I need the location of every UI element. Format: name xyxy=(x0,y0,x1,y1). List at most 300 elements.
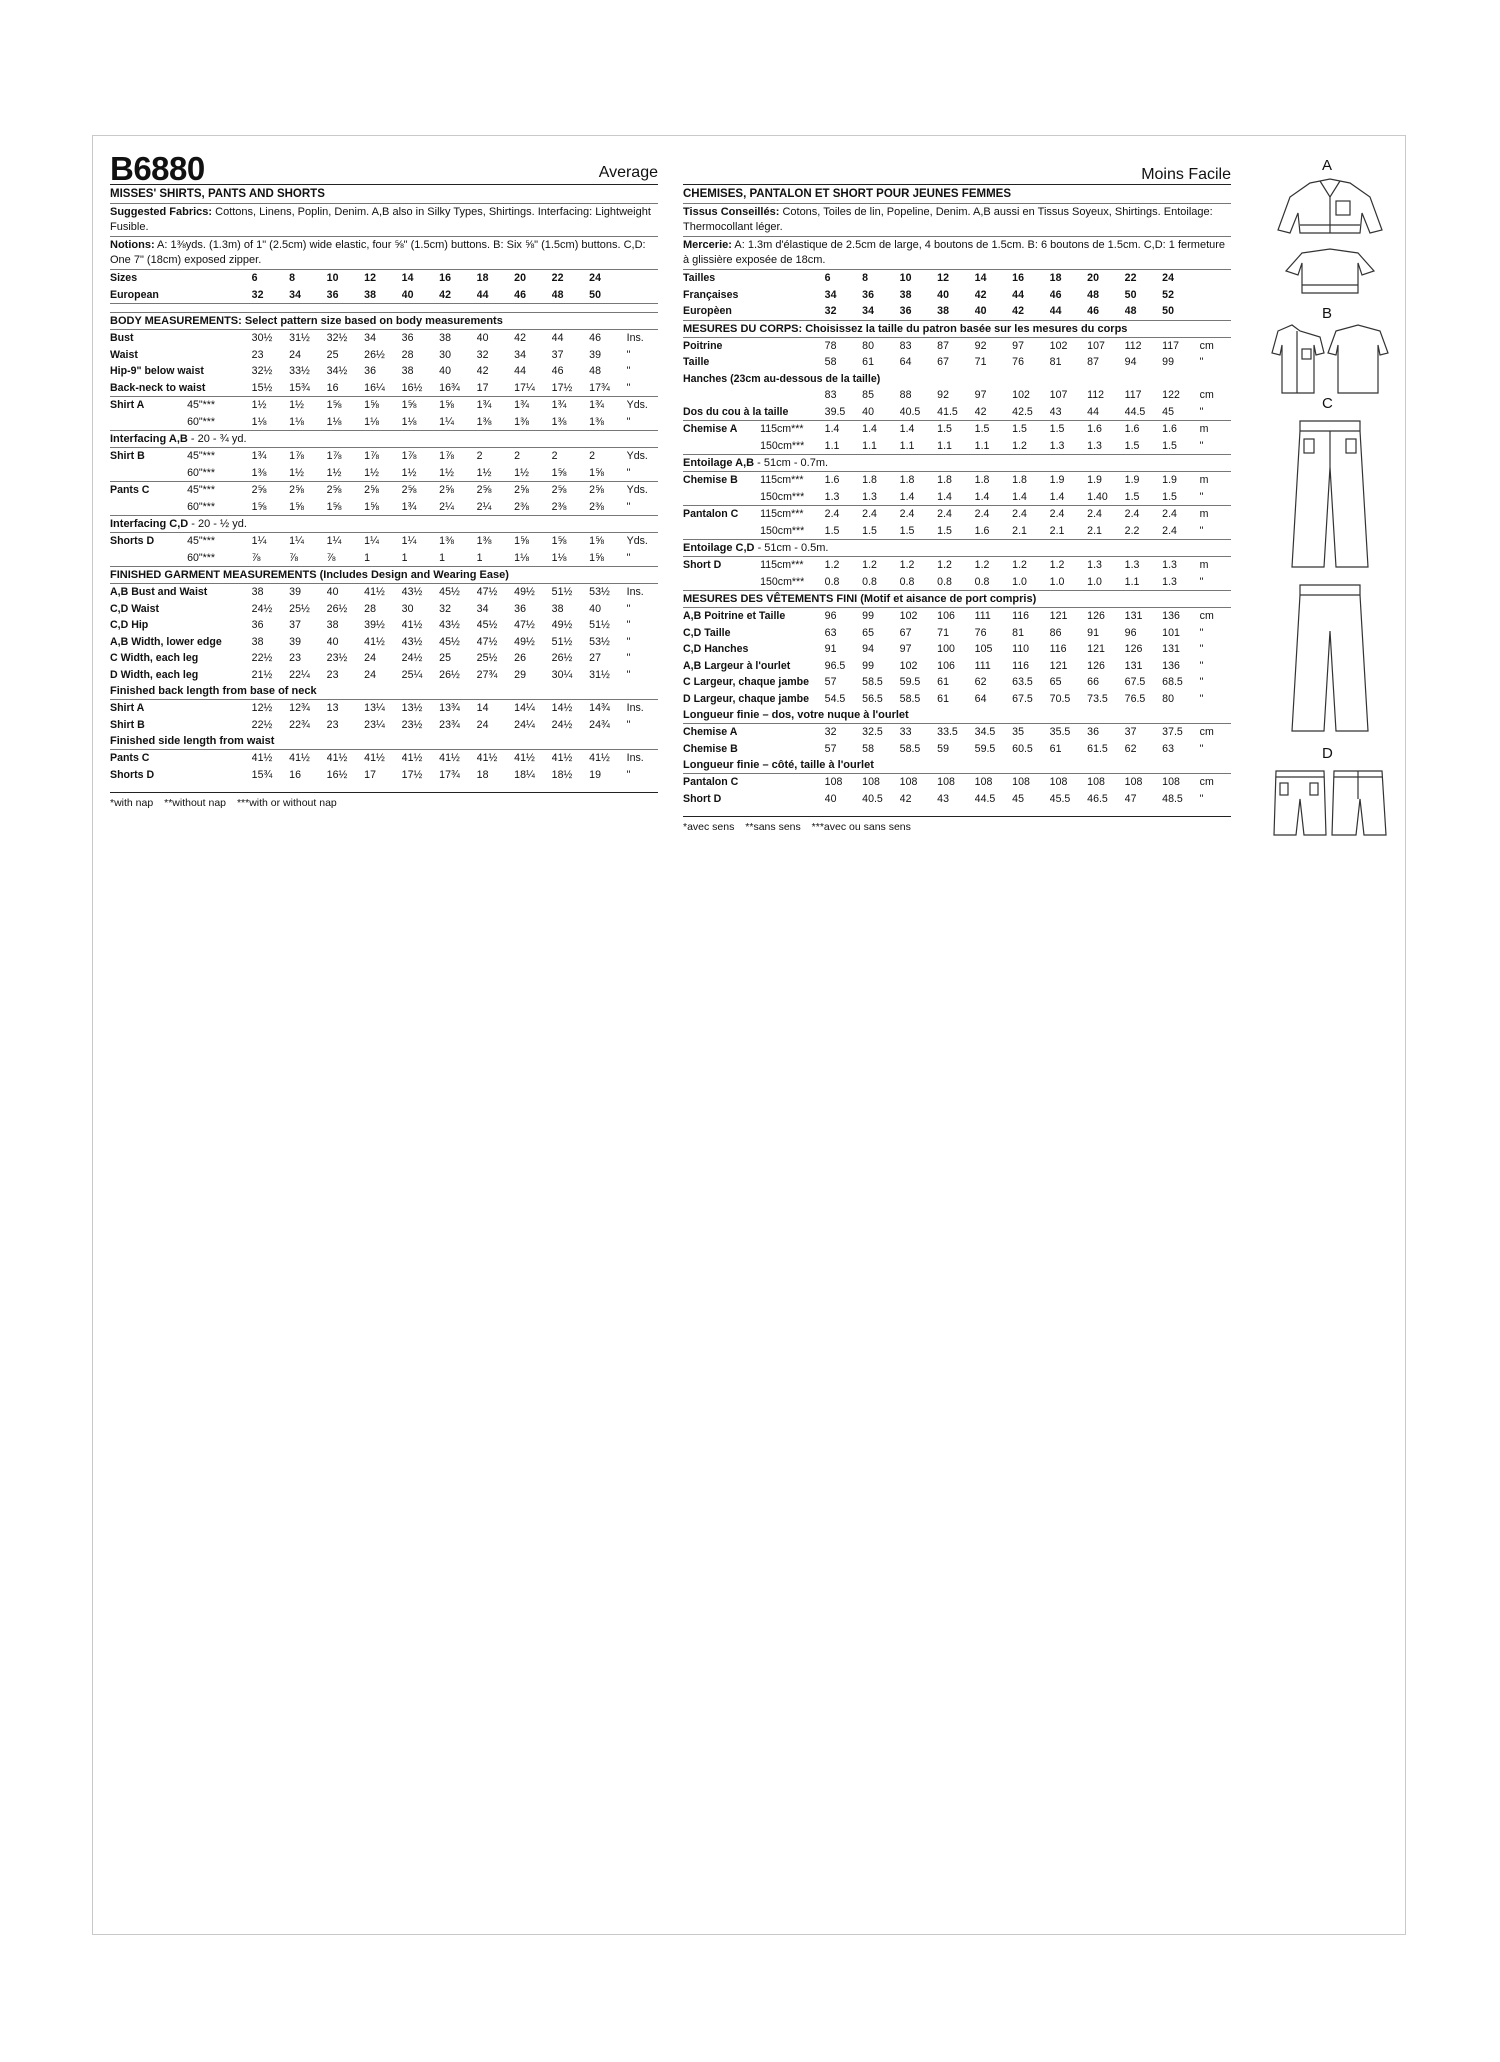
size-value: 12½ xyxy=(251,702,273,714)
size-value: 1.40 xyxy=(1087,489,1125,506)
unit: " xyxy=(1199,659,1204,672)
size-value: 71 xyxy=(937,626,949,639)
view-label-a: A xyxy=(1322,157,1333,174)
size-value: 1⅝ xyxy=(326,399,342,411)
size-value: 51½ xyxy=(551,635,573,648)
size-value: 25½ xyxy=(476,652,498,664)
row-label: Sizes xyxy=(110,272,138,284)
size-value: 83 xyxy=(899,339,912,352)
size-value: 105 xyxy=(974,643,993,655)
size-value: 1¼ xyxy=(401,535,417,547)
size-value: 16¾ xyxy=(439,380,477,397)
size-value: 40 xyxy=(937,288,949,301)
row-label: Shorts D xyxy=(110,535,155,547)
size-value: 16½ xyxy=(326,768,348,781)
back-length-table xyxy=(110,700,658,733)
size-value: 68.5 xyxy=(1162,676,1183,688)
size-value: 66 xyxy=(1087,676,1099,688)
table-row xyxy=(683,791,1231,808)
size-value: 45.5 xyxy=(1049,792,1071,805)
size-value: 41½ xyxy=(401,752,423,764)
size-value: 107 xyxy=(1087,339,1105,352)
size-value: 2.4 xyxy=(1162,523,1200,540)
size-value: 1.9 xyxy=(1162,474,1177,486)
row-label: Shirt A xyxy=(110,399,145,411)
size-value: 23¾ xyxy=(439,718,460,731)
size-value: 1.6 xyxy=(975,523,1013,540)
unit: " xyxy=(1200,523,1231,540)
size-value: 24 xyxy=(1162,272,1174,284)
pattern-code: B6880 xyxy=(110,150,205,187)
size-value: 34½ xyxy=(326,365,348,377)
table-row xyxy=(683,674,1231,691)
size-value: 83 xyxy=(824,389,837,401)
row-label: Dos du cou à la taille xyxy=(683,404,825,421)
size-value: 59.5 xyxy=(899,676,921,688)
size-value: 1⅞ xyxy=(439,450,454,462)
size-value: 1⅝ xyxy=(551,535,567,547)
size-value: 126 xyxy=(1124,643,1143,655)
size-value: 41½ xyxy=(476,752,498,764)
body-measurements-table xyxy=(110,330,658,397)
size-value: 16¼ xyxy=(364,380,402,397)
size-value: 1.9 xyxy=(1124,474,1140,486)
yardage-table xyxy=(683,421,1231,455)
size-value: 91 xyxy=(824,643,837,655)
size-value: 30 xyxy=(439,348,451,361)
size-value: 1⅛ xyxy=(402,414,440,431)
size-value: 42.5 xyxy=(1012,404,1050,421)
size-value: 38 xyxy=(251,635,264,648)
unit: Ins. xyxy=(626,702,644,714)
size-value: 49½ xyxy=(514,635,535,648)
size-value: 110 xyxy=(1012,643,1030,655)
table-row xyxy=(110,499,658,516)
size-value: 60.5 xyxy=(1012,742,1033,755)
size-value: 42 xyxy=(514,332,526,344)
side-length-title xyxy=(110,733,658,750)
size-value: 2.2 xyxy=(1125,523,1163,540)
size-value: 2⅜ xyxy=(552,499,590,516)
row-label: Short D xyxy=(683,559,722,571)
table-row xyxy=(683,523,1231,540)
size-value: 1.5 xyxy=(825,523,863,540)
unit: " xyxy=(626,768,631,781)
size-value: 43 xyxy=(937,792,949,805)
unit xyxy=(1200,303,1231,320)
size-value: 2⅝ xyxy=(289,484,304,496)
size-value: 2 xyxy=(476,450,483,462)
finished-measurements-table xyxy=(110,584,658,683)
size-value: 1¾ xyxy=(476,399,492,411)
size-value: 25 xyxy=(326,348,339,361)
size-value: 96.5 xyxy=(824,659,846,672)
size-value: 121 xyxy=(1049,610,1068,622)
size-value: 25 xyxy=(439,652,451,664)
size-value: 63.5 xyxy=(1012,676,1033,688)
size-value: 1.3 xyxy=(1050,438,1088,455)
size-value: 1⅛ xyxy=(364,414,402,431)
subhead-label: Longueur finie – dos, votre nuque à l'ourlet xyxy=(683,709,909,721)
size-value: 1.5 xyxy=(1125,438,1163,455)
size-value: 44 xyxy=(477,287,515,304)
row-label xyxy=(683,574,760,591)
fabric-width: 115cm*** xyxy=(760,508,804,520)
size-value: 33.5 xyxy=(937,726,958,738)
table-row xyxy=(683,506,1231,523)
size-value: 24½ xyxy=(551,718,573,731)
size-value: 42 xyxy=(975,404,1013,421)
size-value: 80 xyxy=(862,339,874,352)
table-row xyxy=(683,658,1231,675)
unit xyxy=(627,270,658,287)
size-value: 14 xyxy=(401,272,414,284)
table-row xyxy=(110,717,658,734)
english-header xyxy=(110,150,658,185)
size-value: 1⅞ xyxy=(289,450,304,462)
size-value: 61 xyxy=(862,356,874,368)
size-value: 1.1 xyxy=(937,438,975,455)
size-value: 1.5 xyxy=(1162,489,1200,506)
size-value: 32 xyxy=(439,602,451,615)
size-value: 1⅝ xyxy=(589,535,604,547)
size-value: 1⅞ xyxy=(364,450,379,462)
row-label: European xyxy=(110,287,252,304)
unit: " xyxy=(627,550,658,567)
size-value: 2⅜ xyxy=(589,499,627,516)
yardage-table xyxy=(110,533,658,567)
size-value: 40 xyxy=(862,404,900,421)
row-label: Chemise A xyxy=(683,726,738,738)
size-value: 39½ xyxy=(364,619,385,631)
unit: " xyxy=(626,365,631,377)
size-value: 2⅝ xyxy=(364,484,379,496)
size-value: 38 xyxy=(899,288,912,301)
notions-label: Notions: xyxy=(110,239,155,251)
size-value: 2⅝ xyxy=(476,484,492,496)
size-value: 23 xyxy=(251,348,264,361)
size-value: 1¾ xyxy=(251,450,267,462)
subhead-label: Interfacing A,B xyxy=(110,433,188,445)
size-value: 47½ xyxy=(514,619,535,631)
size-value: 108 xyxy=(1012,776,1030,788)
size-value: 8 xyxy=(862,272,869,284)
size-value: 14¾ xyxy=(589,702,610,714)
row-label: Chemise B xyxy=(683,742,738,755)
size-value: 131 xyxy=(1124,659,1143,672)
size-value: 108 xyxy=(937,776,955,788)
size-value: 1⅝ xyxy=(589,465,627,482)
size-value: 17½ xyxy=(401,768,423,781)
row-label: Hanches (23cm au-dessous de la taille) xyxy=(683,372,881,385)
size-value: 2⅝ xyxy=(589,484,604,496)
fabric-width: 115cm*** xyxy=(760,559,804,571)
size-value: 17¾ xyxy=(589,380,627,397)
size-value: 126 xyxy=(1087,610,1105,622)
fabric-width: 150cm*** xyxy=(760,489,825,506)
size-value: 99 xyxy=(862,610,874,622)
size-value: 61.5 xyxy=(1087,742,1108,755)
size-value: 1.5 xyxy=(937,523,975,540)
table-row xyxy=(110,465,658,482)
back-length-table xyxy=(683,724,1231,757)
size-value: 0.8 xyxy=(862,574,900,591)
size-value: 2 xyxy=(551,450,558,462)
size-value: 40 xyxy=(439,365,451,377)
size-value: 44 xyxy=(514,365,526,377)
size-value: 1¼ xyxy=(439,414,477,431)
size-value: 32 xyxy=(825,303,863,320)
size-value: 85 xyxy=(862,389,874,401)
size-value: 1.6 xyxy=(1162,423,1177,435)
size-value: 1⅝ xyxy=(552,465,590,482)
size-value: 116 xyxy=(1012,610,1030,622)
size-value: 0.8 xyxy=(975,574,1013,591)
size-value: 1.5 xyxy=(862,523,900,540)
unit: " xyxy=(626,668,631,681)
subhead-label: MESURES DU CORPS: Choisissez la taille du patron basée sur les mesures du corps xyxy=(683,322,1128,335)
size-value: 2⅝ xyxy=(251,484,267,496)
row-label xyxy=(110,414,187,431)
footnote: *avec sens xyxy=(683,821,735,833)
row-label: Poitrine xyxy=(683,339,723,352)
size-value: 16 xyxy=(1012,272,1024,284)
subhead-label: Finished back length from base of neck xyxy=(110,685,317,697)
shirt-b-sketch xyxy=(1270,323,1390,398)
size-value: 36 xyxy=(514,602,526,615)
size-value: 13¼ xyxy=(364,702,385,714)
size-value: 2.1 xyxy=(1050,523,1088,540)
size-value: 2⅝ xyxy=(514,484,529,496)
size-value: 117 xyxy=(1124,389,1142,401)
size-value: 1½ xyxy=(514,465,552,482)
footnote: **without nap xyxy=(164,797,227,809)
size-value: 2⅝ xyxy=(439,484,454,496)
size-value: 49½ xyxy=(551,619,573,631)
row-label: D Width, each leg xyxy=(110,668,199,681)
size-value: 101 xyxy=(1162,626,1180,639)
size-value: 17½ xyxy=(552,380,590,397)
size-value: 1⅜ xyxy=(439,535,454,547)
size-value: 1.5 xyxy=(1125,489,1163,506)
size-value: 1⅜ xyxy=(476,535,492,547)
size-value: 102 xyxy=(899,659,918,672)
size-value: 13¾ xyxy=(439,702,460,714)
size-value: 2.4 xyxy=(1087,508,1102,520)
unit xyxy=(1200,287,1231,304)
size-value: 36 xyxy=(401,332,414,344)
size-value: 36 xyxy=(327,287,365,304)
table-row xyxy=(683,489,1231,506)
size-value: 1⅜ xyxy=(552,414,590,431)
size-value: 43½ xyxy=(439,619,460,631)
table-row xyxy=(110,601,658,618)
size-value: 22¼ xyxy=(289,668,310,681)
view-label-b: B xyxy=(1322,305,1333,322)
size-value: 23 xyxy=(289,652,301,664)
size-value: 1.1 xyxy=(900,438,938,455)
side-length-title xyxy=(683,757,1231,774)
size-value: 65 xyxy=(862,626,874,639)
size-value: 48.5 xyxy=(1162,792,1183,805)
size-value: 40 xyxy=(326,635,339,648)
size-value: 20 xyxy=(514,272,526,284)
size-value: 94 xyxy=(1124,356,1137,368)
size-value: 1⅜ xyxy=(514,414,552,431)
fabric-width: 150cm*** xyxy=(760,523,825,540)
french-tables xyxy=(683,270,1231,807)
size-value: 1.9 xyxy=(1049,474,1065,486)
subhead-text: - 20 - ¾ yd. xyxy=(187,433,247,445)
table-row xyxy=(683,774,1231,791)
row-label xyxy=(683,438,760,455)
size-value: 42 xyxy=(476,365,489,377)
body-measurements-title xyxy=(110,313,658,330)
size-value: 32.5 xyxy=(862,726,883,738)
yardage-table xyxy=(683,472,1231,540)
size-value: 48 xyxy=(552,287,590,304)
size-value: 81 xyxy=(1049,356,1062,368)
size-value: 43½ xyxy=(401,635,423,648)
size-value: 67.5 xyxy=(1012,692,1033,705)
size-value: 44 xyxy=(1012,288,1024,301)
size-value: 126 xyxy=(1087,659,1105,672)
unit: " xyxy=(626,635,631,648)
size-value: 102 xyxy=(1049,339,1068,352)
side-length-table xyxy=(110,750,658,783)
size-value: 30½ xyxy=(251,332,273,344)
unit: " xyxy=(1200,489,1231,506)
table-row xyxy=(683,741,1231,758)
size-value: 1⅝ xyxy=(252,499,290,516)
size-value: 39 xyxy=(289,635,301,648)
size-value: 99 xyxy=(862,659,874,672)
size-value: 37 xyxy=(289,619,301,631)
table-row xyxy=(683,691,1231,708)
size-value: 1.6 xyxy=(1124,423,1140,435)
size-value: 1⅝ xyxy=(364,499,402,516)
size-value: 1½ xyxy=(251,399,267,411)
view-label-c: C xyxy=(1322,395,1333,412)
subhead-label: FINISHED GARMENT MEASUREMENTS (Includes Design and Wearing Ease) xyxy=(110,569,509,581)
fabrics-label: Suggested Fabrics: xyxy=(110,206,213,218)
sizes-row xyxy=(683,270,1231,287)
unit: Yds. xyxy=(626,450,648,462)
size-value: 45½ xyxy=(439,635,460,648)
size-value: 92 xyxy=(974,339,987,352)
table-row xyxy=(683,608,1231,625)
table-row xyxy=(110,584,658,601)
size-value: 1.3 xyxy=(1162,559,1177,571)
back-length-title xyxy=(110,683,658,700)
size-value: 1½ xyxy=(477,465,515,482)
row-label: Hip-9" below waist xyxy=(110,365,204,377)
notions-text-fr: A: 1.3m d'élastique de 2.5cm de large, 4 boutons de 1.5cm. B: 6 boutons de 1.5cm. C,D: 1 fermeture à glissière exposée de 18cm. xyxy=(683,239,1226,266)
table-row xyxy=(110,750,658,767)
table-row xyxy=(110,347,658,364)
size-value: 27¾ xyxy=(476,668,498,681)
unit: " xyxy=(1199,626,1204,639)
size-value: 15¾ xyxy=(289,380,327,397)
row-label xyxy=(110,499,187,516)
size-value: 1.8 xyxy=(862,474,877,486)
english-column xyxy=(110,150,658,809)
table-row xyxy=(110,533,658,550)
size-value: 18 xyxy=(476,272,489,284)
row-label: C,D Waist xyxy=(110,602,160,615)
size-value: 26½ xyxy=(364,348,385,361)
size-value: 58 xyxy=(862,742,874,755)
size-value: 18½ xyxy=(551,768,573,781)
size-value: 26 xyxy=(514,652,526,664)
size-value: 53½ xyxy=(589,586,610,598)
table-row xyxy=(110,380,658,397)
tissus-conseilles xyxy=(683,204,1231,237)
size-value: 64 xyxy=(899,356,912,368)
size-value: 1.1 xyxy=(1125,574,1163,591)
size-value: 136 xyxy=(1162,659,1180,672)
row-label: D Largeur, chaque jambe xyxy=(683,692,809,705)
size-value: 46 xyxy=(1049,288,1062,301)
size-value: 1⅝ xyxy=(401,399,417,411)
fabric-width: 150cm*** xyxy=(760,438,825,455)
size-value: 1.6 xyxy=(1087,423,1102,435)
row-label: A,B Width, lower edge xyxy=(110,635,222,648)
size-value: 76 xyxy=(974,626,987,639)
size-value: 46 xyxy=(1087,303,1125,320)
size-value: 1 xyxy=(477,550,515,567)
size-value: 1.4 xyxy=(975,489,1013,506)
row-label: C Width, each leg xyxy=(110,652,199,664)
size-value: 1.0 xyxy=(1050,574,1088,591)
size-value: 37 xyxy=(1124,726,1137,738)
unit: m xyxy=(1199,474,1209,486)
size-value: 44.5 xyxy=(974,792,996,805)
fabric-width: 45"*** xyxy=(187,484,216,496)
size-value: 46.5 xyxy=(1087,792,1108,805)
size-value: 0.8 xyxy=(900,574,938,591)
size-value: 80 xyxy=(1162,692,1174,705)
size-value: 1⅝ xyxy=(327,499,365,516)
size-value: 26½ xyxy=(326,602,348,615)
unit: Yds. xyxy=(626,484,648,496)
unit: cm xyxy=(1199,610,1214,622)
yardage-table xyxy=(110,397,658,431)
size-value: 2.4 xyxy=(862,508,877,520)
size-value: 78 xyxy=(824,339,837,352)
size-value: 1⅛ xyxy=(252,414,290,431)
table-row xyxy=(110,482,658,499)
size-value: 22½ xyxy=(251,652,273,664)
size-value: 2¼ xyxy=(477,499,515,516)
row-label xyxy=(110,465,187,482)
interfacing-note xyxy=(110,431,658,448)
size-value: 28 xyxy=(364,602,376,615)
size-value: 2.4 xyxy=(1049,508,1065,520)
size-value: 15¾ xyxy=(251,768,273,781)
size-value: 116 xyxy=(1049,643,1067,655)
size-value: 17¾ xyxy=(439,768,460,781)
row-label: Pantalon C xyxy=(683,508,739,520)
size-value: 1⅞ xyxy=(401,450,417,462)
size-value: 48 xyxy=(1087,288,1099,301)
size-value: 38 xyxy=(439,332,451,344)
unit: m xyxy=(1199,423,1209,435)
size-value: 16 xyxy=(289,768,301,781)
finished-measurements-table xyxy=(683,608,1231,707)
size-value: 32 xyxy=(824,726,837,738)
size-value: 36 xyxy=(900,303,938,320)
